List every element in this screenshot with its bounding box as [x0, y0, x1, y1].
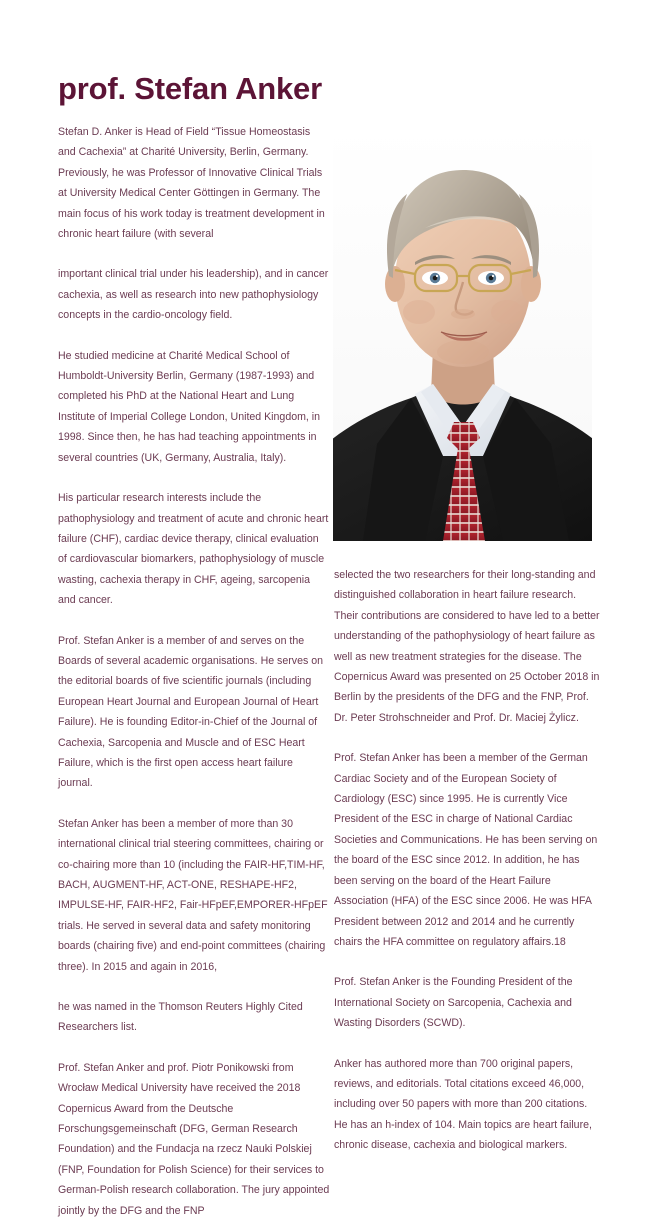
page-title: prof. Stefan Anker — [58, 70, 322, 106]
paragraph: he was named in the Thomson Reuters Highly Cited Researchers list. — [58, 1001, 303, 1034]
paragraph: His particular research interests include the pathophysiology and treatment of acute and chronic heart failure (CHF), cardiac device therapy, clinical evaluation of cardiovascular biomarkers, pathophysiology of muscle wasting, cachexia therapy in CHF, ageing, sarcopenia and cancer. — [58, 492, 329, 607]
portrait-photo-stefan-anker — [333, 126, 592, 541]
paragraph: Prof. Stefan Anker has been a member of the German Cardiac Society and of the European Society of Cardiology (ESC) since 1995. He is currently Vice President of the ESC in charge of National Cardiac Societies and Communications. He has been serving on the board of the ESC since 2012. In addition, he has been serving on the board of the Heart Failure Association (HFA) of the ESC since 2006. He was HFA President between 2012 and 2014 and he currently chairs the HFA committee on regulatory affairs.18 — [334, 752, 598, 948]
paragraph: Prof. Stefan Anker is a member of and serves on the Boards of several academic organisations. He serves on the editorial boards of five scientific journals (including European Heart Journal and European Journal of Heart Failure). He is founding Editor-in-Chief of the Journal of Cachexia, Sarcopenia and Muscle and of ESC Heart Failure, which is the first open access heart failure journal. — [58, 634, 323, 790]
paragraph: Stefan Anker has been a member of more than 30 international clinical trial steering committees, chairing or co-chairing more than 10 (including the FAIR-HF,TIM-HF, BACH, AUGMENT-HF, ACT-ONE, RESHAPE-HF2, IMPULSE-HF, FAIR-HF2, Fair-HFpEF,EMPORER-HFpEF trials. He served in several data and safety monitoring boards (chairing five) and end-point committees (chairing three). In 2015 and again in 2016, — [58, 817, 328, 973]
paragraph: Prof. Stefan Anker is the Founding President of the International Society on Sarcopenia, Cachexia and Wasting Disorders (SCWD). — [334, 976, 573, 1030]
right-text-column — [334, 565, 600, 1156]
paragraph: Anker has authored more than 700 original papers, reviews, and editorials. Total citations exceed 46,000, including over 50 papers with more than 200 citations. He has an h-index of 104. Main topics are heart failure, chronic disease, cachexia and biological markers. — [334, 1057, 592, 1152]
paragraph: selected the two researchers for their long-standing and distinguished collaboration in heart failure research. Their contributions are considered to have led to a better understanding of the pathophysiology of heart failure as well as new treatment strategies for the disease. The Copernicus Award was presented on 25 October 2018 in Berlin by the presidents of the DFG and the FNP, Prof. Dr. Peter Strohschneider and Prof. Dr. Maciej Żylicz. — [334, 569, 600, 724]
left-text-column — [58, 122, 330, 1221]
paragraph: He studied medicine at Charité Medical School of Humboldt-University Berlin, Germany (1987-1993) and completed his PhD at the National Heart and Lung Institute of Imperial College London, United Kingdom, in 1998. Since then, he has had teaching appointments in several countries (UK, Germany, Australia, Italy). — [58, 349, 321, 464]
paragraph: important clinical trial under his leadership), and in cancer cachexia, as well as research into new pathophysiology concepts in the cardio-oncology field. — [58, 268, 329, 322]
paragraph: Prof. Stefan Anker and prof. Piotr Ponikowski from Wrocław Medical University have received the 2018 Copernicus Award from the Deutsche Forschungsgemeinschaft (DFG, German Research Foundation) and the Fundacja na rzecz Nauki Polskiej (FNP, Foundation for Polish Science) for their services to German-Polish research collaboration. The jury appointed jointly by the DFG and the FNP — [58, 1061, 330, 1217]
portrait-illustration — [333, 126, 592, 541]
paragraph: Stefan D. Anker is Head of Field “Tissue Homeostasis and Cachexia” at Charité University, Berlin, Germany. Previously, he was Professor of Innovative Clinical Trials at University Medical Center Göttingen in Germany. The main focus of his work today is treatment development in chronic heart failure (with several — [58, 126, 325, 241]
